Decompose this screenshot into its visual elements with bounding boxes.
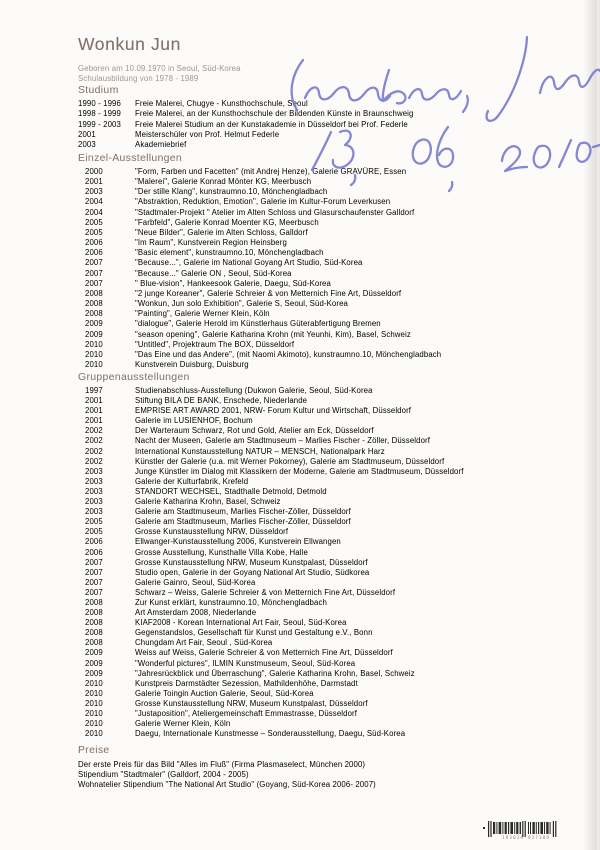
exhibition-row — [78, 598, 570, 608]
exhibition-row — [78, 548, 570, 558]
exhibition-row — [78, 497, 570, 507]
exhibition-row — [78, 709, 570, 719]
row-year: 2010 — [85, 709, 103, 718]
row-text: "Im Raum", Kunstverein Region Heinsberg — [135, 238, 287, 248]
preise-list — [78, 760, 570, 791]
row-text: Zur Kunst erklärt, kunstraumno.10, Mönchengladbach — [135, 597, 327, 607]
exhibition-row — [78, 289, 570, 299]
row-year: 2010 — [85, 729, 103, 739]
row-text: "Das Eine und das Andere", (mit Naomi Akimoto), kunstraumno.10, Mönchengladbach — [135, 349, 442, 359]
row-year: 2002 — [85, 426, 103, 436]
row-year: 1990 - 1996 — [78, 99, 121, 108]
exhibition-row — [78, 218, 570, 228]
section-heading-preise: Preise — [78, 744, 110, 756]
bio-block — [78, 64, 570, 84]
row-text: Daegu, Internationale Kunstmesse – Sonderausstellung, Daegu, Süd-Korea — [135, 729, 406, 739]
einzel-list — [78, 167, 570, 370]
row-text: Akademiebrief — [135, 140, 187, 150]
row-text: Art Amsterdam 2008, Niederlande — [135, 608, 257, 618]
row-text: Freie Malerei Studium an der Kunstakademie in Düsseldorf bei Prof. Federle — [135, 119, 408, 129]
exhibition-row — [78, 426, 570, 436]
row-text: "dialogue", Galerie Herold im Künstlerhaus Güterabfertigung Bremen — [135, 319, 381, 329]
row-text: Kunstverein Duisburg, Duisburg — [135, 359, 249, 369]
exhibition-row — [78, 487, 570, 497]
row-year: 2009 — [85, 329, 103, 339]
row-year: 2006 — [85, 537, 103, 547]
row-text: "Untitled", Projektraum The BOX, Düsseldorf — [135, 339, 295, 349]
row-text: Stiftung BILA DE BANK, Enschede, Niederlande — [135, 396, 308, 406]
exhibition-row — [78, 618, 570, 628]
exhibition-row — [78, 517, 570, 527]
exhibition-row — [78, 330, 570, 340]
row-text: "Wonderful pictures", ILMIN Kunstmuseum, Seoul, Süd-Korea — [135, 658, 356, 668]
row-text: Galerie Katharina Krohn, Basel, Schweiz — [135, 497, 281, 507]
exhibition-row — [78, 578, 570, 588]
row-text: "Der stille Klang", kunstraumno.10, Mönchengladbach — [135, 187, 328, 197]
row-text: "Form, Farben und Facetten" (mit Andrej Henze), Galerie GRAVÜRE, Essen — [135, 167, 407, 176]
row-year: 2007 — [85, 278, 103, 288]
exhibition-row — [78, 436, 570, 446]
row-year: 2003 — [85, 497, 103, 507]
row-year: 2003 — [85, 507, 103, 517]
row-year: 2009 — [85, 319, 103, 329]
row-text: Künstler der Galerie (u.a. mit Werner Pokorney), Galerie am Stadtmuseum, Düsseldorf — [135, 456, 445, 466]
row-text: Studio open, Galerie in der Goyang National Art Studio, Südkorea — [135, 567, 370, 577]
row-year: 2003 — [85, 466, 103, 476]
row-year: 2007 — [85, 557, 103, 567]
row-text: Gegenstandslos, Gesellschaft für Kunst und Gestaltung e.V., Bonn — [135, 628, 373, 638]
row-year: 2010 — [85, 349, 103, 359]
exhibition-row — [78, 299, 570, 309]
row-text: Grosse Ausstellung, Kunsthalle Villa Kobe, Halle — [135, 547, 308, 557]
exhibition-row — [78, 537, 570, 547]
row-year: 2001 — [78, 129, 96, 139]
exhibition-row — [78, 729, 570, 739]
exhibition-row — [78, 638, 570, 648]
row-year: 2000 — [85, 167, 103, 176]
studium-list — [78, 99, 570, 150]
exhibition-row — [78, 360, 570, 370]
row-year: 2005 — [85, 227, 103, 237]
studium-row — [78, 99, 570, 109]
row-year: 2010 — [85, 678, 103, 688]
exhibition-row — [78, 699, 570, 709]
row-text: Nacht der Museen, Galerie am Stadtmuseum – Marlies Fischer - Zöller, Düsseldorf — [135, 436, 431, 446]
exhibition-row — [78, 279, 570, 289]
row-text: Studienabschluss-Ausstellung (Dukwon Galerie, Seoul, Süd-Korea — [135, 386, 373, 395]
exhibition-row — [78, 467, 570, 477]
exhibition-row — [78, 648, 570, 658]
exhibition-row — [78, 269, 570, 279]
exhibition-row — [78, 719, 570, 729]
exhibition-row — [78, 197, 570, 207]
cv-header — [78, 34, 570, 84]
row-text: Galerie Gainro, Seoul, Süd-Korea — [135, 577, 256, 587]
row-text: Der Warteraum Schwarz, Rot und Gold, Atelier am Eck, Düsseldorf — [135, 426, 374, 436]
row-year: 2010 — [85, 339, 103, 349]
row-year: 2009 — [85, 668, 103, 678]
row-year: 2010 — [85, 359, 103, 369]
exhibition-row — [78, 447, 570, 457]
row-text: Freie Malerei, Chugye - Kunsthochschule, Seoul — [135, 99, 308, 108]
row-year: 2006 — [85, 547, 103, 557]
row-text: Grosse Kunstausstellung NRW, Museum Kunstpalast, Düsseldorf — [135, 698, 368, 708]
exhibition-row — [78, 258, 570, 268]
studium-row — [78, 140, 570, 150]
row-year: 2002 — [85, 446, 103, 456]
row-year: 2007 — [85, 587, 103, 597]
exhibition-row — [78, 669, 570, 679]
exhibition-row — [78, 588, 570, 598]
row-year: 2001 — [85, 416, 103, 426]
row-text: Galerie Werner Klein, Köln — [135, 719, 231, 729]
row-text: Chungdam Art Fair, Seoul , Süd-Korea — [135, 638, 273, 648]
exhibition-row — [78, 309, 570, 319]
row-year: 2007 — [85, 567, 103, 577]
row-text: "Neue Bilder", Galerie im Alten Schloss, Galldorf — [135, 227, 308, 237]
section-heading-studium: Studium — [78, 84, 119, 96]
row-year: 2008 — [85, 288, 103, 298]
gruppen-list — [78, 386, 570, 739]
row-year: 1998 - 1999 — [78, 109, 121, 119]
row-text: "2 junge Koreaner", Galerie Schreier & von Metternich Fine Art, Düsseldorf — [135, 288, 402, 298]
section-heading-gruppen: Gruppenausstellungen — [78, 371, 190, 383]
row-text: KIAF2008 - Korean International Art Fair, Seoul, Süd-Korea — [135, 618, 347, 628]
row-year: 2009 — [85, 648, 103, 658]
studium-row — [78, 109, 570, 119]
row-year: 2007 — [85, 258, 103, 268]
row-text: "Because...", Galerie im National Goyang Art Studio, Süd-Korea — [135, 258, 363, 268]
exhibition-row — [78, 238, 570, 248]
row-year: 1999 - 2003 — [78, 119, 121, 129]
row-text: Junge Künstler im Dialog mit Klassikern der Moderne, Galerie am Stadtmuseum, Düsseldorf — [135, 466, 464, 476]
exhibition-row — [78, 679, 570, 689]
row-text: Grosse Kunstausstellung NRW, Düsseldorf — [135, 527, 289, 537]
row-year: 2008 — [85, 628, 103, 638]
row-text: Freie Malerei, an der Kunsthochschule der Bildenden Künste in Braunschweig — [135, 109, 414, 119]
studium-row — [78, 120, 570, 130]
row-year: 2009 — [85, 658, 103, 668]
exhibition-row — [78, 568, 570, 578]
row-text: "Painting", Galerie Werner Klein, Köln — [135, 309, 270, 319]
exhibition-row — [78, 228, 570, 238]
row-text: Galerie Toingin Auction Galerie, Seoul, Süd-Korea — [135, 688, 314, 698]
exhibition-row — [78, 319, 570, 329]
studium-row — [78, 130, 570, 140]
row-text: "Malerei", Galerie Konrad Mönter KG, Meerbusch — [135, 177, 312, 187]
row-year: 2006 — [85, 248, 103, 258]
row-year: 2006 — [85, 238, 103, 248]
row-text: Galerie am Stadtmuseum, Marlies Fischer-Zöller, Düsseldorf — [135, 507, 351, 517]
row-year: 2003 — [78, 140, 96, 150]
row-text: "Farbfeld", Galerie Konrad Moenter KG, Meerbusch — [135, 217, 319, 227]
row-year: 2004 — [85, 207, 103, 217]
row-year: 1997 — [85, 386, 103, 395]
row-text: Ellwanger-Kunstausstellung 2006, Kunstverein Ellwangen — [135, 537, 341, 547]
section-heading-einzel: Einzel-Ausstellungen — [78, 152, 183, 164]
preis-line: Der erste Preis für das Bild "Alles im Fluß" (Firma Plasmaselect, München 2000) — [78, 760, 366, 769]
row-text: " Blue-vision", Hankeesook Galerie, Daegu, Süd-Korea — [135, 278, 331, 288]
row-text: Kunstpreis Darmstädter Sezession, Mathildenhöhe, Darmstadt — [135, 678, 358, 688]
row-year: 2005 — [85, 217, 103, 227]
exhibition-row — [78, 628, 570, 638]
row-year: 2010 — [85, 719, 103, 729]
exhibition-row — [78, 477, 570, 487]
preis-line: Wohnatelier Stipendium "The National Art Studio" (Goyang, Süd-Korea 2006- 2007) — [78, 780, 376, 790]
exhibition-row — [78, 457, 570, 467]
row-year: 2005 — [85, 517, 103, 527]
section-preise — [78, 744, 570, 791]
exhibition-row — [78, 659, 570, 669]
row-text: "Jahresrückblick und Überraschung", Galerie Katharina Krohn, Basel, Schweiz — [135, 668, 415, 678]
row-year: 2007 — [85, 577, 103, 587]
row-text: "Abstraktion, Reduktion, Emotion", Galerie im Kultur-Forum Leverkusen — [135, 197, 391, 207]
row-year: 2008 — [85, 618, 103, 628]
row-year: 2008 — [85, 638, 103, 648]
section-einzel-ausstellungen — [78, 152, 570, 370]
row-year: 2001 — [85, 406, 103, 416]
row-year: 2008 — [85, 309, 103, 319]
row-text: EMPRISE ART AWARD 2001, NRW- Forum Kultur und Wirtschaft, Düsseldorf — [135, 406, 412, 416]
row-year: 2010 — [85, 698, 103, 708]
exhibition-row — [78, 416, 570, 426]
row-text: "Basic element", kunstraumno.10, Mönchengladbach — [135, 248, 324, 258]
row-year: 2008 — [85, 608, 103, 618]
exhibition-row — [78, 340, 570, 350]
exhibition-row — [78, 350, 570, 360]
exhibition-row — [78, 527, 570, 537]
exhibition-row — [78, 187, 570, 197]
row-text: Schwarz – Weiss, Galerie Schreier & von Metternich Fine Art, Düsseldorf — [135, 587, 396, 597]
row-text: Meisterschüler von Prof. Helmut Federle — [135, 129, 280, 139]
exhibition-row — [78, 177, 570, 187]
exhibition-row — [78, 167, 570, 177]
page-title: Wonkun Jun — [78, 34, 181, 54]
row-year: 2003 — [85, 187, 103, 197]
row-year: 2003 — [85, 476, 103, 486]
row-text: Galerie im LUSIENHOF, Bochum — [135, 416, 253, 426]
section-studium — [78, 84, 570, 150]
exhibition-row — [78, 507, 570, 517]
row-year: 2008 — [85, 597, 103, 607]
row-year: 2002 — [85, 456, 103, 466]
row-year: 2001 — [85, 177, 103, 187]
row-text: "Wonkun, Jun solo Exhibition", Galerie S, Seoul, Süd-Korea — [135, 299, 349, 309]
row-text: Grosse Kunstausstellung NRW, Museum Kunstpalast, Düsseldorf — [135, 557, 368, 567]
exhibition-row — [78, 248, 570, 258]
row-year: 2002 — [85, 436, 103, 446]
row-text: "season opening", Galerie Katharina Krohn (mit Yeunhi, Kim), Basel, Schweiz — [135, 329, 411, 339]
row-text: "Stadtmaler-Projekt " Atelier im Alten Schloss und Glasurschaufenster Galldorf — [135, 207, 415, 217]
row-year: 2001 — [85, 396, 103, 406]
row-text: Galerie der Kulturfabrik, Krefeld — [135, 476, 249, 486]
exhibition-row — [78, 396, 570, 406]
barcode-digits: 193019 937309 — [501, 836, 551, 841]
row-text: Galerie am Stadtmuseum, Marlies Fischer-Zöller, Düsseldorf — [135, 517, 351, 527]
page-edge-shadow — [583, 0, 600, 850]
section-gruppenausstellungen — [78, 371, 570, 739]
row-year: 2008 — [85, 299, 103, 309]
exhibition-row — [78, 208, 570, 218]
row-year: 2010 — [85, 688, 103, 698]
row-text: STANDORT WECHSEL, Stadthalle Detmold, Detmold — [135, 486, 327, 496]
bio-line-school: Schulausbildung von 1978 - 1989 — [78, 74, 199, 83]
preis-line: Stipendium "Stadtmaler" (Galldorf, 2004 - 2005) — [78, 770, 249, 780]
exhibition-row — [78, 558, 570, 568]
exhibition-row — [78, 406, 570, 416]
exhibition-row — [78, 386, 570, 396]
row-year: 2003 — [85, 486, 103, 496]
row-text: Weiss auf Weiss, Galerie Schreier & von Metternich Fine Art, Düsseldorf — [135, 648, 393, 658]
row-year: 2004 — [85, 197, 103, 207]
row-text: "Because..." Galerie ON , Seoul, Süd-Korea — [135, 268, 292, 278]
bio-line-birth: Geboren am 10.09.1970 in Seoul, Süd-Korea — [78, 64, 241, 73]
row-year: 2005 — [85, 527, 103, 537]
exhibition-row — [78, 608, 570, 618]
row-year: 2007 — [85, 268, 103, 278]
row-text: International Kunstausstellung NATUR – MENSCH, Nationalpark Harz — [135, 446, 385, 456]
exhibition-row — [78, 689, 570, 699]
row-text: "Justaposition", Ateliergemeinschaft Emmastrasse, Düsseldorf — [135, 709, 358, 718]
